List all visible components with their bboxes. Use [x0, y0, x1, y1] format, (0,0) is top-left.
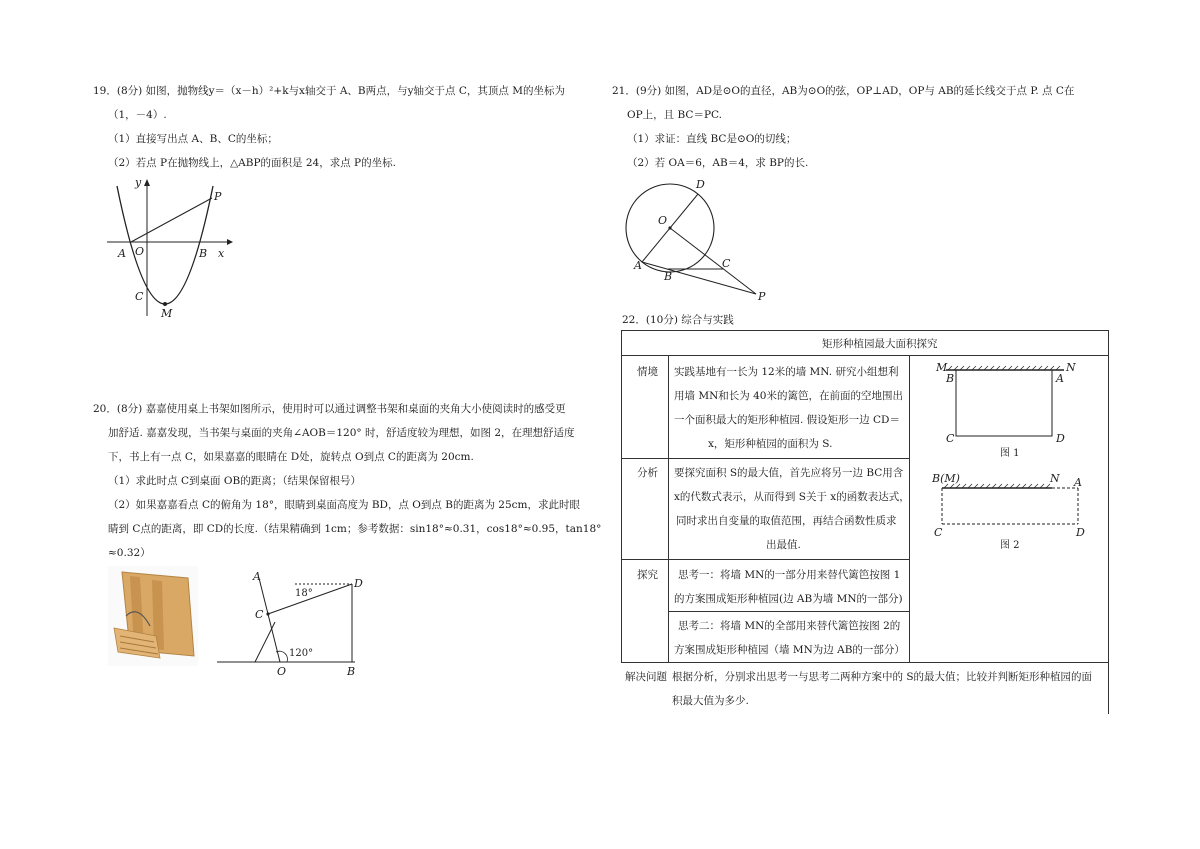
q20-part2b: 睛到 C点的距离，即 CD的长度.（结果精确到 1cm；参考数据：sin18°≈0.31，cos18°≈0.95，tan18°: [108, 523, 602, 535]
analysis-line-2: x的代数式表示，从而得到 S关于 x的函数表达式，: [674, 491, 910, 503]
q20-label-18: 18°: [295, 588, 313, 599]
fig2-label-bm: B(M): [932, 472, 960, 485]
q20-angle-figure: [215, 572, 375, 682]
q21-label-p: P: [758, 290, 766, 303]
situation-line-1: 实践基地有一长为 12米的墙 MN. 研究小组想利: [674, 366, 899, 378]
analysis-line-4: 出最值.: [766, 539, 801, 551]
fig1-label-m: M: [936, 361, 948, 374]
q21-part1: （1）求证：直线 BC是⊙O的切线；: [627, 133, 797, 145]
table-row-divider-2: [621, 559, 909, 560]
fig2-label-c: C: [934, 526, 943, 539]
solve-label: 解决问题: [625, 671, 667, 683]
q20-label-b: B: [347, 665, 356, 678]
q21-line2: OP上，且 BC＝PC.: [627, 109, 723, 121]
table-title-divider: [621, 355, 1108, 356]
q21-part2: （2）若 OA＝6，AB＝4，求 BP的长.: [627, 157, 809, 169]
table-row-divider-3: [668, 611, 909, 612]
bookstand-photo: [108, 566, 198, 666]
q20-label-a: A: [253, 570, 261, 583]
q19-label-m: M: [161, 307, 173, 320]
table-left-border: [621, 330, 622, 662]
fig1-label-b: B: [946, 372, 955, 385]
q21-label-o: O: [658, 214, 668, 227]
q22-figure-1: [932, 360, 1102, 460]
fig2-label-n: N: [1050, 472, 1060, 485]
situation-line-2: 用墙 MN和长为 40米的篱笆，在前面的空地围出: [674, 390, 903, 402]
q20-line3: 下，书上有一点 C，如果嘉嘉的眼睛在 D处，旋转点 O到点 C的距离为 20cm.: [108, 451, 474, 463]
q21-circle-figure: [622, 174, 772, 304]
solve-line-1: 根据分析，分别求出思考一与思考二两种方案中的 S的最大值；比较并判断矩形种植园的面: [672, 671, 1093, 683]
q19-label-y: y: [135, 176, 142, 189]
think1-line-2: 的方案围成矩形种植园(边 AB为墙 MN的一部分): [674, 593, 903, 605]
q20-line2: 加舒适. 嘉嘉发现，当书架与桌面的夹角∠AOB＝120° 时，舒适度较为理想，如图 2，在理想舒适度: [108, 427, 575, 439]
q21-label-b: B: [664, 270, 673, 283]
table-top-border: [621, 330, 1108, 331]
fig1-label-d: D: [1056, 432, 1065, 445]
fig1-label-n: N: [1066, 361, 1076, 374]
analysis-line-3: 同时求出自变量的取值范围，再结合函数性质求: [676, 515, 897, 527]
q19-part1: （1）直接写出点 A、B、C的坐标；: [108, 133, 278, 145]
q20-label-120: 120°: [289, 648, 314, 659]
situation-label: 情境: [637, 366, 658, 378]
q19-label-c: C: [135, 290, 144, 303]
explore-label: 探究: [637, 569, 658, 581]
fig1-label-a: A: [1056, 372, 1064, 385]
q20-label-d: D: [354, 577, 363, 590]
q20-part2c: ≈0.32）: [108, 547, 151, 559]
think2-line-1: 思考二：将墙 MN的全部用来替代篱笆按图 2的: [678, 620, 901, 632]
table-right-border: [1108, 330, 1109, 714]
solve-line-2: 积最大值为多少.: [672, 695, 749, 707]
situation-line-4: x，矩形种植园的面积为 S.: [708, 438, 833, 450]
fig2-label-a: A: [1074, 476, 1082, 489]
q20-label-o: O: [277, 665, 287, 678]
q21-line1: 21．(9分) 如图，AD是⊙O的直径，AB为⊙O的弦，OP⊥AD，OP与 AB的延长线交于点 P. 点 C在: [612, 85, 1075, 97]
fig2-label-d: D: [1076, 526, 1085, 539]
analysis-label: 分析: [637, 467, 658, 479]
q19-part2: （2）若点 P在抛物线上，△ABP的面积是 24，求点 P的坐标.: [108, 157, 396, 169]
q20-part2a: （2）如果嘉嘉看点 C的俯角为 18°，眼睛到桌面高度为 BD，点 O到点 B的距离为 25cm，求此时眼: [108, 499, 581, 511]
table-title: 矩形种植园最大面积探究: [822, 338, 938, 350]
q19-line1: 19．(8分) 如图，抛物线y＝（x－h）²+k与x轴交于 A、B两点，与y轴交于点 C，其顶点 M的坐标为: [93, 85, 566, 97]
table-label-divider: [668, 355, 669, 662]
q20-part1: （1）求此时点 C到桌面 OB的距离；（结果保留根号）: [108, 475, 361, 487]
q19-label-b: B: [199, 247, 208, 260]
q21-label-c: C: [722, 257, 731, 270]
think2-line-2: 方案围成矩形种植园（墙 MN为边 AB的一部分）: [674, 644, 905, 656]
fig2-caption: 图 2: [1000, 540, 1020, 551]
q19-label-p: P: [214, 190, 222, 203]
q19-label-x: x: [218, 247, 225, 260]
table-row-divider-4: [621, 662, 1108, 663]
q20-label-c: C: [255, 608, 264, 621]
fig1-caption: 图 1: [1000, 448, 1020, 459]
q22-figure-2: [932, 470, 1102, 560]
table-figure-divider: [909, 355, 910, 662]
q22-heading: 22．(10分) 综合与实践: [622, 314, 734, 326]
q21-label-a: A: [634, 259, 642, 272]
think1-line-1: 思考一：将墙 MN的一部分用来替代篱笆按图 1: [678, 569, 901, 581]
q21-label-d: D: [696, 178, 705, 191]
q19-line2: （1，－4）.: [108, 109, 167, 121]
situation-line-3: 一个面积最大的矩形种植园. 假设矩形一边 CD＝: [674, 414, 900, 426]
q19-label-a: A: [118, 247, 126, 260]
table-row-divider-1: [621, 458, 909, 459]
analysis-line-1: 要探究面积 S的最大值，首先应将另一边 BC用含: [674, 467, 904, 479]
fig1-label-c: C: [946, 432, 955, 445]
q20-line1: 20．(8分) 嘉嘉使用桌上书架如图所示，使用时可以通过调整书架和桌面的夹角大小使阅读时的感受更: [93, 403, 566, 415]
q19-label-o: O: [135, 245, 145, 258]
q19-parabola-figure: [105, 178, 235, 318]
